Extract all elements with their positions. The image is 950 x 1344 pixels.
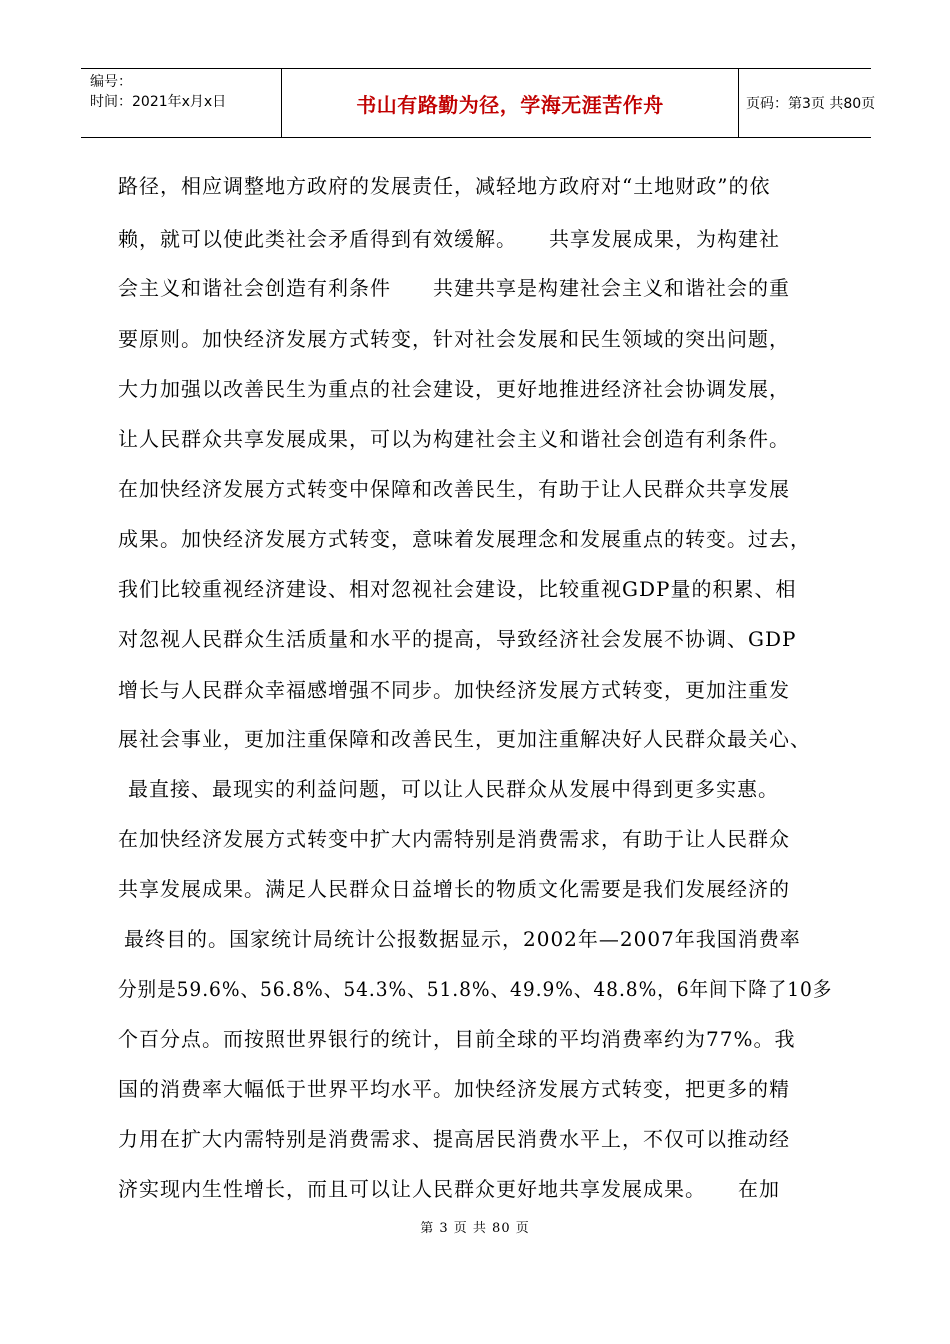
document-date-label: 时间：2021年x月x日	[90, 94, 227, 110]
header-left-cell	[81, 69, 281, 137]
body-line: 对忽视人民群众生活质量和水平的提高，导致经济社会发展不协调、GDP	[118, 627, 797, 651]
body-line: 国的消费率大幅低于世界平均水平。加快经济发展方式转变，把更多的精	[118, 1077, 790, 1101]
body-line: 让人民群众共享发展成果，可以为构建社会主义和谐社会创造有利条件。	[118, 427, 790, 451]
body-line: 个百分点。而按照世界银行的统计，目前全球的平均消费率约为77%。我	[118, 1027, 796, 1051]
page-header	[81, 68, 876, 138]
header-page-code: 页码：第3页 共80页	[746, 96, 876, 112]
body-line: 我们比较重视经济建设、相对忽视社会建设，比较重视GDP量的积累、相	[118, 577, 797, 601]
body-line: 成果。加快经济发展方式转变，意味着发展理念和发展重点的转变。过去，	[118, 527, 811, 551]
body-line: 赖，就可以使此类社会矛盾得到有效缓解。 共享发展成果，为构建社	[118, 227, 780, 251]
body-line: 要原则。加快经济发展方式转变，针对社会发展和民生领域的突出问题，	[118, 327, 790, 351]
body-line: 共享发展成果。满足人民群众日益增长的物质文化需要是我们发展经济的	[118, 877, 790, 901]
body-line: 最终目的。国家统计局统计公报数据显示，2002年—2007年我国消费率	[124, 927, 801, 951]
body-line: 增长与人民群众幸福感增强不同步。加快经济发展方式转变，更加注重发	[118, 678, 790, 702]
body-line: 力用在扩大内需特别是消费需求、提高居民消费水平上，不仅可以推动经	[118, 1127, 790, 1151]
body-line: 展社会事业，更加注重保障和改善民生，更加注重解决好人民群众最关心、	[118, 727, 811, 751]
page-footer: 第 3 页 共 80 页	[420, 1221, 530, 1236]
header-center-cell	[281, 69, 739, 137]
body-line: 在加快经济发展方式转变中保障和改善民生，有助于让人民群众共享发展	[118, 477, 790, 501]
body-line: 最直接、最现实的利益问题，可以让人民群众从发展中得到更多实惠。	[128, 777, 779, 801]
body-line: 在加快经济发展方式转变中扩大内需特别是消费需求，有助于让人民群众	[118, 827, 790, 851]
document-number-label: 编号：	[90, 74, 132, 90]
body-line: 分别是59.6%、56.8%、54.3%、51.8%、49.9%、48.8%，6年间下降了10多	[118, 977, 833, 1001]
body-line: 大力加强以改善民生为重点的社会建设，更好地推进经济社会协调发展，	[118, 377, 790, 401]
body-line: 会主义和谐社会创造有利条件 共建共享是构建社会主义和谐社会的重	[118, 276, 790, 300]
body-line: 路径，相应调整地方政府的发展责任，减轻地方政府对“土地财政”的依	[118, 174, 771, 198]
header-motto: 书山有路勤为径，学海无涯苦作舟	[356, 92, 664, 117]
header-right-cell	[738, 69, 879, 137]
body-line: 济实现内生性增长，而且可以让人民群众更好地共享发展成果。 在加	[118, 1177, 780, 1201]
